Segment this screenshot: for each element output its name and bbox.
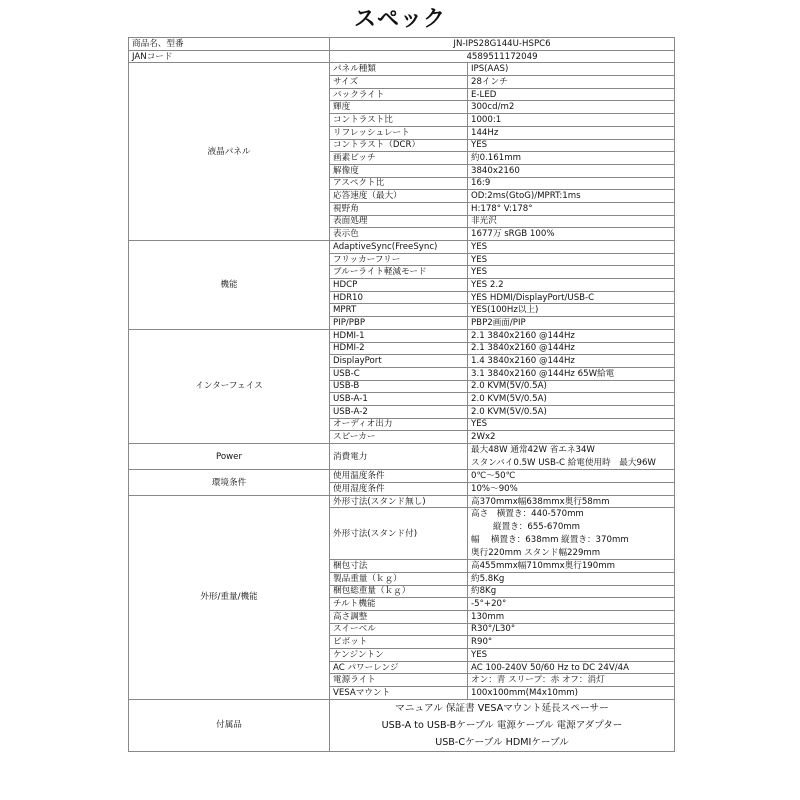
spec-label: パネル種類 <box>330 63 468 76</box>
spec-value: IPS(AAS) <box>468 63 675 76</box>
spec-label: USB-B <box>330 380 468 393</box>
spec-value: 16:9 <box>468 177 675 190</box>
spec-value: 1.4 3840x2160 @144Hz <box>468 355 675 368</box>
spec-value: 0℃〜50℃ <box>468 470 675 483</box>
spec-value: YES <box>468 649 675 662</box>
spec-label: ケンジントン <box>330 649 468 662</box>
spec-label: 梱包総重量（ｋｇ） <box>330 585 468 598</box>
spec-label: 使用温度条件 <box>330 470 468 483</box>
product-label: 商品名、型番 <box>129 38 330 51</box>
spec-value: AC 100-240V 50/60 Hz to DC 24V/4A <box>468 661 675 674</box>
spec-value: 2.0 KVM(5V/0.5A) <box>468 405 675 418</box>
spec-row <box>129 444 675 470</box>
section-category: 機能 <box>129 241 330 330</box>
spec-label: 高さ調整 <box>330 610 468 623</box>
spec-value: 1000:1 <box>468 114 675 127</box>
spec-label: USB-C <box>330 367 468 380</box>
spec-value: 10%〜90% <box>468 483 675 496</box>
spec-value: 144Hz <box>468 126 675 139</box>
spec-value: R30°/L30° <box>468 623 675 636</box>
spec-value-line <box>471 521 671 534</box>
spec-value: YES 2.2 <box>468 279 675 292</box>
spec-table <box>128 37 675 752</box>
spec-value: 130mm <box>468 610 675 623</box>
accessories-label: 付属品 <box>129 699 330 751</box>
spec-label: 外形寸法(スタンド付) <box>330 508 468 560</box>
spec-row <box>129 50 675 63</box>
spec-label: AC パワーレンジ <box>330 661 468 674</box>
spec-row <box>129 329 675 342</box>
spec-label: 表面処理 <box>330 215 468 228</box>
accessories-line: USB-Cケーブル HDMIケーブル <box>435 736 569 748</box>
spec-value: 2.0 KVM(5V/0.5A) <box>468 393 675 406</box>
spec-value: 約0.161mm <box>468 152 675 165</box>
spec-label: AdaptiveSync(FreeSync) <box>330 241 468 254</box>
spec-label: フリッカーフリー <box>330 253 468 266</box>
spec-value: YES HDMI/DisplayPort/USB-C <box>468 291 675 304</box>
spec-label: HDCP <box>330 279 468 292</box>
spec-value <box>468 508 675 560</box>
spec-label: サイズ <box>330 76 468 89</box>
spec-value: 高370mmx幅638mmx奥行58mm <box>468 495 675 508</box>
accessories-line: USB-A to USB-Bケーブル 電源ケーブル 電源アダプター <box>381 719 623 731</box>
spec-value: 非光沢 <box>468 215 675 228</box>
spec-label: 表示色 <box>330 228 468 241</box>
spec-value: YES <box>468 241 675 254</box>
spec-value: 約5.8Kg <box>468 572 675 585</box>
spec-row <box>129 470 675 483</box>
spec-row <box>129 38 675 51</box>
spec-value-text: 高さ 横置き：440-570mm <box>471 509 584 520</box>
spec-value: 100x100mm(M4x10mm) <box>468 687 675 700</box>
product-value: 4589511172049 <box>330 50 675 63</box>
spec-label: HDMI-1 <box>330 329 468 342</box>
spec-value-line <box>471 547 671 560</box>
spec-value: H:178° V:178° <box>468 202 675 215</box>
spec-value: YES(100Hz以上) <box>468 304 675 317</box>
spec-value: 2Wx2 <box>468 431 675 444</box>
spec-label: ブルーライト軽減モード <box>330 266 468 279</box>
spec-label: コントラスト（DCR） <box>330 139 468 152</box>
spec-label: VESAマウント <box>330 687 468 700</box>
spec-value-line <box>471 508 671 521</box>
section-category: インターフェイス <box>129 329 330 443</box>
spec-label: バックライト <box>330 88 468 101</box>
spec-row <box>129 241 675 254</box>
spec-value-line <box>471 457 671 470</box>
spec-value: 28インチ <box>468 76 675 89</box>
spec-label: ピボット <box>330 636 468 649</box>
spec-value: E-LED <box>468 88 675 101</box>
accessories-value <box>330 699 675 751</box>
spec-label: コントラスト比 <box>330 114 468 127</box>
spec-label: MPRT <box>330 304 468 317</box>
spec-label: 消費電力 <box>330 444 468 470</box>
section-category: 液晶パネル <box>129 63 330 241</box>
spec-value: 2.1 3840x2160 @144Hz <box>468 329 675 342</box>
spec-value <box>468 444 675 470</box>
spec-value-line <box>471 534 671 547</box>
spec-value: YES <box>468 418 675 431</box>
spec-label: リフレッシュレート <box>330 126 468 139</box>
spec-label: HDR10 <box>330 291 468 304</box>
spec-label: 使用湿度条件 <box>330 483 468 496</box>
spec-label: USB-A-2 <box>330 405 468 418</box>
spec-label: DisplayPort <box>330 355 468 368</box>
spec-value: 1677万 sRGB 100% <box>468 228 675 241</box>
section-category: 環境条件 <box>129 470 330 495</box>
spec-value-text: スタンバイ0.5W USB-C 給電使用時 最大96W <box>471 457 656 468</box>
spec-value: R90° <box>468 636 675 649</box>
accessories-row <box>129 699 675 751</box>
spec-label: 視野角 <box>330 202 468 215</box>
section-category: 外形/重量/機能 <box>129 495 330 699</box>
spec-label: PIP/PBP <box>330 317 468 330</box>
spec-value-text: 幅 横置き：638mm 縦置き：370mm <box>471 534 629 545</box>
spec-label: 梱包寸法 <box>330 560 468 573</box>
spec-value: 3840x2160 <box>468 164 675 177</box>
spec-label: 製品重量（ｋｇ） <box>330 572 468 585</box>
spec-label: 輝度 <box>330 101 468 114</box>
spec-value: 2.0 KVM(5V/0.5A) <box>468 380 675 393</box>
spec-label: 電源ライト <box>330 674 468 687</box>
spec-table-body <box>129 38 675 752</box>
spec-value-line <box>471 444 671 457</box>
spec-label: HDMI-2 <box>330 342 468 355</box>
spec-value: PBP2画面/PIP <box>468 317 675 330</box>
spec-value-text: 縦置き：655-670mm <box>493 522 581 533</box>
spec-value: 3.1 3840x2160 @144Hz 65W給電 <box>468 367 675 380</box>
page-title: スペック <box>353 7 446 32</box>
spec-value: 高455mmx幅710mmx奥行190mm <box>468 560 675 573</box>
spec-row <box>129 495 675 508</box>
product-value: JN-IPS28G144U-HSPC6 <box>330 38 675 51</box>
spec-value: OD:2ms(GtoG)/MPRT:1ms <box>468 190 675 203</box>
spec-value: YES <box>468 139 675 152</box>
product-label: JANコード <box>129 50 330 63</box>
spec-value: YES <box>468 253 675 266</box>
spec-value: 約8Kg <box>468 585 675 598</box>
spec-value: 300cd/m2 <box>468 101 675 114</box>
spec-label: オーディオ出力 <box>330 418 468 431</box>
spec-value: -5°+20° <box>468 598 675 611</box>
spec-label: 解像度 <box>330 164 468 177</box>
spec-label: チルト機能 <box>330 598 468 611</box>
spec-value-text: 奥行220mm スタンド幅229mm <box>471 547 601 558</box>
spec-value: 2.1 3840x2160 @144Hz <box>468 342 675 355</box>
spec-label: 画素ピッチ <box>330 152 468 165</box>
spec-label: USB-A-1 <box>330 393 468 406</box>
spec-value: オン：青 スリープ：赤 オフ：消灯 <box>468 674 675 687</box>
spec-label: 外形寸法(スタンド無し) <box>330 495 468 508</box>
spec-label: スイーベル <box>330 623 468 636</box>
section-category: Power <box>129 444 330 470</box>
spec-row <box>129 63 675 76</box>
spec-label: アスペクト比 <box>330 177 468 190</box>
spec-label: スピーカー <box>330 431 468 444</box>
spec-label: 応答速度（最大） <box>330 190 468 203</box>
spec-value-text: 最大48W 通常42W 省エネ34W <box>471 445 595 455</box>
accessories-line: マニュアル 保証書 VESAマウント延長スペーサー <box>395 702 609 714</box>
spec-value: YES <box>468 266 675 279</box>
